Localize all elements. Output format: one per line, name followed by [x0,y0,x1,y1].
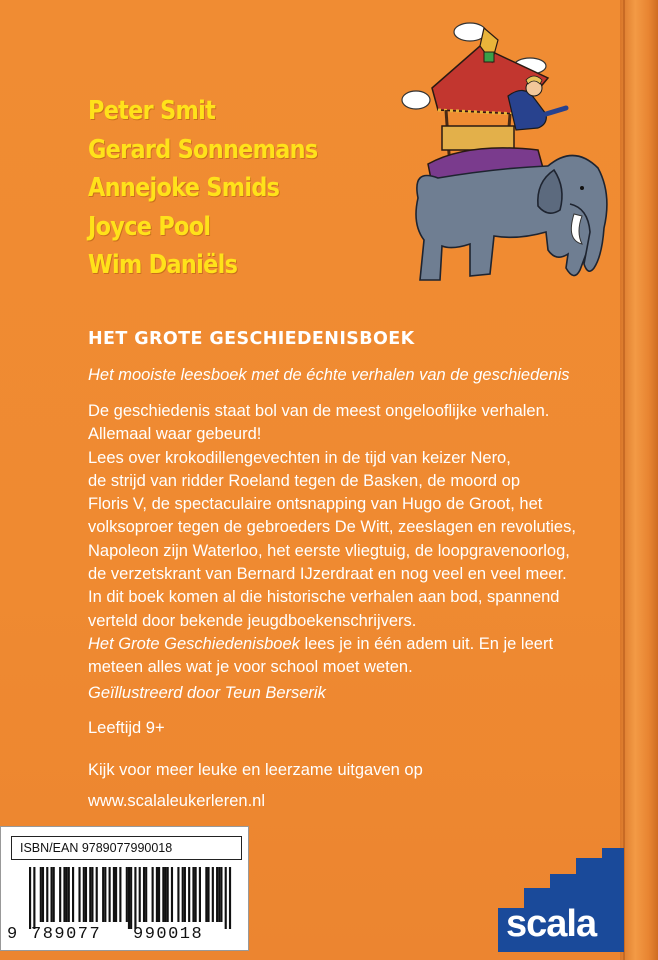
blurb-line: Napoleon zijn Waterloo, het eerste vliegtuig, de loopgravenoorlog, [88,541,570,560]
blurb-line-rest: lees je in één adem uit. En je leert [299,634,554,653]
spine-edge [623,0,625,960]
barcode-bar [130,867,132,929]
barcode-bar [199,867,201,922]
barcode-bar [184,867,186,922]
barcode-bar [182,867,184,922]
book-spine [620,0,658,960]
barcode-bar [113,867,115,922]
barcode-bar [167,867,169,922]
barcode-bar [51,867,53,922]
illustrator-credit: Geïllustreerd door Teun Berserik [88,684,326,702]
elephant-illustration [398,18,620,300]
blurb-line [88,633,618,656]
barcode-bar [205,867,207,922]
barcode-bar [104,867,106,922]
blurb-line: Floris V, de spectaculaire ontsnapping van Hugo de Groot, het [88,495,543,514]
barcode-bar [220,867,222,922]
barcode-bar [89,867,91,922]
barcode-bar [128,867,130,929]
barcode-bar [96,867,98,922]
author-name: Joyce Pool [88,211,211,242]
barcode-bar [188,867,190,922]
blurb-line: de verzetskrant van Bernard IJzerdraat en nog veel en veel meer. [88,565,567,584]
author-name: Wim Daniëls [88,250,238,280]
barcode-bar [46,867,48,922]
barcode-bar [85,867,87,922]
barcode-bar [126,867,128,922]
promo-text: Kijk voor meer leuke en leerzame uitgaven op [88,761,423,779]
book-title: HET GROTE GESCHIEDENISBOEK [88,329,415,349]
book-title-italic: Het Grote Geschiedenisboek [88,634,300,653]
barcode-bar [156,867,158,922]
barcode-first-digit: 9 [7,925,18,944]
barcode-bar [195,867,197,922]
barcode-bar [225,867,227,929]
barcode-bar [158,867,160,922]
barcode-bar [177,867,179,922]
barcode-left-digits: 789077 [31,925,102,944]
barcode-bar [192,867,194,922]
howdah-seat [442,126,514,150]
blurb-line: De geschiedenis staat bol van de meest ongelooflijke verhalen. [88,402,550,420]
barcode-bar [216,867,218,922]
barcode-bar [40,867,42,922]
barcode-bar [115,867,117,922]
barcode-bar [212,867,214,922]
author-name: Annejoke Smids [88,173,280,203]
age-rating: Leeftijd 9+ [88,719,165,737]
barcode-bar [119,867,121,922]
barcode-bar [83,867,85,922]
blurb-line: Allemaal waar gebeurd! [88,425,262,444]
barcode-bar [145,867,147,922]
barcode-bar [218,867,220,922]
barcode-bar [134,867,136,929]
barcode-bar [33,867,35,929]
logo-text: scala [506,903,597,945]
barcode-bar [66,867,68,922]
barcode-bar [162,867,164,922]
blurb-line: de strijd van ridder Roeland tegen de Basken, de moord op [88,471,521,490]
barcode-bar [42,867,44,922]
barcode-bar [59,867,61,922]
barcode-bar [164,867,166,922]
book-subtitle: Het mooiste leesboek met de échte verhalen van de geschiedenis [88,366,570,384]
blurb-line: In dit boek komen al die historische verhalen aan bod, spannend [88,588,560,607]
barcode-bar [207,867,209,922]
barcode-bar [229,867,231,929]
author-list [88,92,355,285]
barcode-bar [109,867,111,922]
barcode-bar [152,867,154,922]
barcode-bar [78,867,80,922]
blurb-text [88,400,618,680]
publisher-url: www.scalaleukerleren.nl [88,792,265,810]
barcode-sticker [0,826,249,951]
blurb-line: verteld door bekende jeugdboekenschrijvers. [88,611,417,630]
author-name: Gerard Sonnemans [88,134,318,165]
author-name: Peter Smit [88,96,216,126]
barcode-bar [29,867,31,929]
barcode-bar [63,867,65,922]
barcode-bar [171,867,173,922]
blurb-line: volksoproer tegen de gebroeders De Witt, zeeslagen en revoluties, [88,518,576,537]
blurb-line: meteen alles wat je voor school moet weten. [88,658,413,677]
barcode-right-digits: 990018 [133,925,204,944]
barcode-bar [143,867,145,922]
barcode-bar [91,867,93,922]
isbn-label: ISBN/EAN 9789077990018 [11,836,242,860]
barcode-bar [139,867,141,922]
blurb-line: Lees over krokodillengevechten in de tijd van keizer Nero, [88,448,511,467]
barcode-bar [102,867,104,922]
barcode-bar [72,867,74,922]
barcode-bar [53,867,55,922]
barcode-bar [68,867,70,922]
scala-logo [498,848,624,952]
